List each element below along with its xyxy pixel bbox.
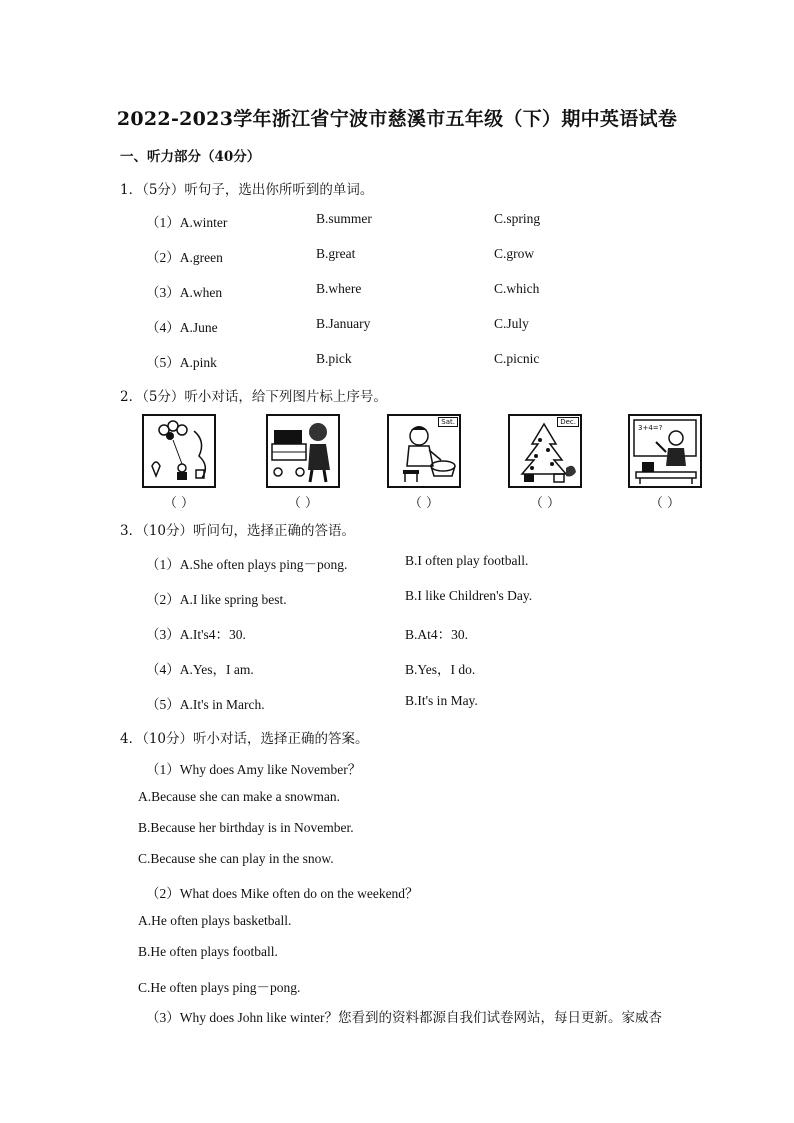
picture-balloons (142, 414, 216, 488)
question-2-stem: 2．（5分）听小对话，给下列图片标上序号。 (120, 389, 387, 405)
picture-classroom (628, 414, 702, 488)
q1-item-5-b: B.pick (316, 351, 352, 366)
q4-sub1-option-c: C.Because she can play in the snow. (138, 851, 334, 866)
q1-item-2-c: C.grow (494, 246, 535, 261)
q3-item-1-b: B.I often play football. (405, 553, 529, 568)
question-3-stem: 3．（10分）听问句，选择正确的答语。 (120, 523, 356, 539)
q1-item-2-a: （2）A.green (146, 250, 223, 265)
q4-sub2-option-a: A.He often plays basketball. (138, 913, 292, 928)
q4-sub1-option-a: A.Because she can make a snowman. (138, 789, 341, 804)
q4-sub-question-1: （1）Why does Amy like November？ (146, 762, 362, 777)
balloons-illustration-icon (144, 416, 214, 486)
shopping-cart-illustration-icon (268, 416, 338, 486)
picture-washing-clothes (387, 414, 461, 488)
q1-item-3-a: （3）A.when (146, 285, 223, 300)
answer-blank-3[interactable]: （ ） (408, 496, 440, 511)
q3-item-4-b: B.Yes，I do. (405, 662, 476, 677)
picture-christmas-tree (508, 414, 582, 488)
q3-item-5-b: B.It's in May. (405, 693, 478, 708)
picture-shopping-cart (266, 414, 340, 488)
answer-blank-4[interactable]: （ ） (529, 496, 561, 511)
q1-item-4-b: B.January (316, 316, 371, 331)
q1-item-3-c: C.which (494, 281, 540, 296)
q4-sub-question-3: （3）Why does John like winter？您看到的资料都源自我们试卷网站，每日更新。家威杏 (146, 1010, 662, 1025)
question-1-stem: 1．（5分）听句子，选出你所听到的单词。 (120, 182, 374, 198)
answer-blank-2[interactable]: （ ） (287, 496, 319, 511)
classroom-teacher-illustration-icon (630, 416, 700, 486)
q1-item-4-c: C.July (494, 316, 529, 331)
q1-item-3-b: B.where (316, 281, 362, 296)
q3-item-3-a: （3）A.It's4：30. (146, 627, 246, 642)
q1-item-2-b: B.great (316, 246, 356, 261)
q3-item-2-a: （2）A.I like spring best. (146, 592, 287, 607)
q1-item-5-a: （5）A.pink (146, 355, 217, 370)
answer-blank-5[interactable]: （ ） (649, 496, 681, 511)
q1-item-5-c: C.picnic (494, 351, 540, 366)
q4-sub2-option-c: C.He often plays ping－pong. (138, 980, 301, 995)
svg-text:3+4=?: 3+4=? (638, 424, 663, 432)
q1-item-1-a: （1）A.winter (146, 215, 228, 230)
saturday-tag: Sat. (438, 417, 458, 427)
exam-title: 2022-2023学年浙江省宁波市慈溪市五年级（下）期中英语试卷 (116, 108, 678, 130)
q4-sub2-option-b: B.He often plays football. (138, 944, 278, 959)
q3-item-1-a: （1）A.She often plays ping－pong. (146, 557, 348, 572)
q1-item-4-a: （4）A.June (146, 320, 218, 335)
q3-item-4-a: （4）A.Yes，I am. (146, 662, 254, 677)
section-listening-heading: 一、听力部分（40分） (120, 149, 261, 165)
question-4-stem: 4．（10分）听小对话，选择正确的答案。 (120, 731, 369, 747)
december-tag: Dec. (557, 417, 579, 427)
q3-item-2-b: B.I like Children's Day. (405, 588, 533, 603)
q4-sub1-option-b: B.Because her birthday is in November. (138, 820, 354, 835)
answer-blank-1[interactable]: （ ） (163, 496, 195, 511)
q4-sub-question-2: （2）What does Mike often do on the weekend？ (146, 886, 419, 901)
q1-item-1-b: B.summer (316, 211, 372, 226)
q3-item-5-a: （5）A.It's in March. (146, 697, 265, 712)
q1-item-1-c: C.spring (494, 211, 541, 226)
q3-item-3-b: B.At4：30. (405, 627, 469, 642)
